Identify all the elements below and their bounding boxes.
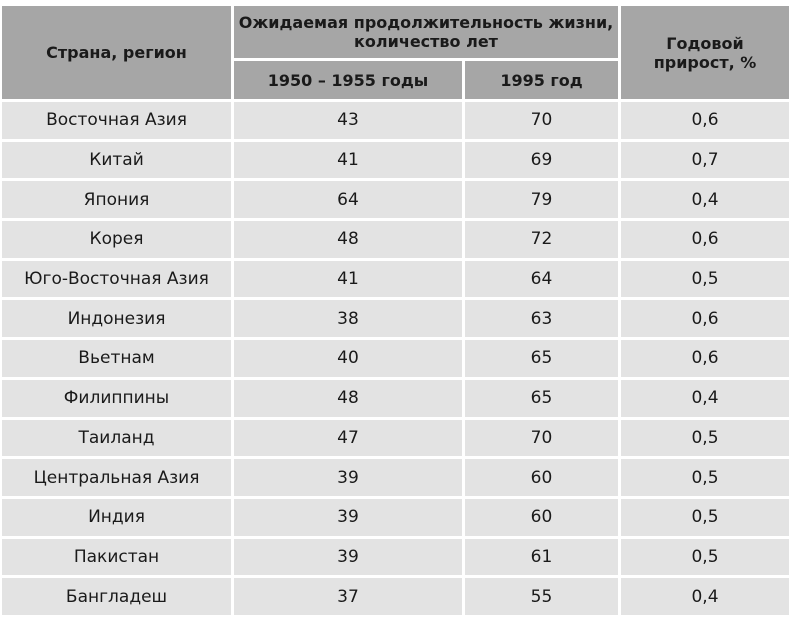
cell-life-1995: 65 <box>465 340 618 377</box>
cell-life-1995: 79 <box>465 181 618 218</box>
cell-life-1950-1955: 40 <box>234 340 462 377</box>
cell-country: Восточная Азия <box>2 102 231 139</box>
header-period-1950-1955: 1950 – 1955 годы <box>234 61 462 99</box>
cell-annual-growth: 0,6 <box>621 300 789 337</box>
cell-country: Индия <box>2 499 231 536</box>
table-row <box>2 499 789 536</box>
table-row <box>2 380 789 417</box>
cell-country: Вьетнам <box>2 340 231 377</box>
cell-country: Филиппины <box>2 380 231 417</box>
cell-country: Индонезия <box>2 300 231 337</box>
cell-life-1950-1955: 39 <box>234 539 462 576</box>
cell-annual-growth: 0,5 <box>621 261 789 298</box>
table-row <box>2 261 789 298</box>
cell-life-1950-1955: 48 <box>234 221 462 258</box>
cell-life-1995: 69 <box>465 142 618 179</box>
table-row <box>2 459 789 496</box>
cell-annual-growth: 0,6 <box>621 221 789 258</box>
header-annual-growth: Годовой прирост, % <box>621 6 789 99</box>
cell-annual-growth: 0,5 <box>621 539 789 576</box>
table-row <box>2 578 789 615</box>
table-row <box>2 102 789 139</box>
cell-life-1995: 65 <box>465 380 618 417</box>
cell-life-1995: 55 <box>465 578 618 615</box>
cell-annual-growth: 0,7 <box>621 142 789 179</box>
table-row <box>2 221 789 258</box>
cell-country: Китай <box>2 142 231 179</box>
cell-life-1995: 60 <box>465 499 618 536</box>
cell-life-1995: 70 <box>465 102 618 139</box>
cell-annual-growth: 0,4 <box>621 578 789 615</box>
cell-life-1950-1955: 47 <box>234 420 462 457</box>
table-row <box>2 300 789 337</box>
cell-life-1950-1955: 38 <box>234 300 462 337</box>
table-header <box>2 6 789 99</box>
cell-annual-growth: 0,4 <box>621 181 789 218</box>
cell-annual-growth: 0,5 <box>621 499 789 536</box>
header-life-expectancy: Ожидаемая продолжительность жизни, количество лет <box>234 6 618 58</box>
cell-life-1950-1955: 39 <box>234 459 462 496</box>
cell-life-1995: 61 <box>465 539 618 576</box>
table-row <box>2 340 789 377</box>
table-row <box>2 539 789 576</box>
cell-annual-growth: 0,4 <box>621 380 789 417</box>
cell-country: Юго-Восточная Азия <box>2 261 231 298</box>
cell-country: Центральная Азия <box>2 459 231 496</box>
cell-country: Бангладеш <box>2 578 231 615</box>
cell-country: Корея <box>2 221 231 258</box>
cell-annual-growth: 0,5 <box>621 420 789 457</box>
cell-life-1950-1955: 43 <box>234 102 462 139</box>
cell-life-1950-1955: 64 <box>234 181 462 218</box>
header-period-1995: 1995 год <box>465 61 618 99</box>
cell-life-1995: 60 <box>465 459 618 496</box>
cell-life-1995: 63 <box>465 300 618 337</box>
cell-country: Таиланд <box>2 420 231 457</box>
cell-annual-growth: 0,6 <box>621 102 789 139</box>
header-row-top <box>2 6 789 58</box>
cell-life-1995: 64 <box>465 261 618 298</box>
cell-life-1950-1955: 41 <box>234 261 462 298</box>
cell-country: Япония <box>2 181 231 218</box>
table-row <box>2 142 789 179</box>
table-body <box>2 102 789 615</box>
cell-life-1950-1955: 48 <box>234 380 462 417</box>
cell-country: Пакистан <box>2 539 231 576</box>
table-row <box>2 420 789 457</box>
cell-life-1950-1955: 39 <box>234 499 462 536</box>
cell-life-1950-1955: 37 <box>234 578 462 615</box>
cell-annual-growth: 0,6 <box>621 340 789 377</box>
table-row <box>2 181 789 218</box>
cell-annual-growth: 0,5 <box>621 459 789 496</box>
life-expectancy-table <box>0 3 790 618</box>
cell-life-1995: 72 <box>465 221 618 258</box>
cell-life-1950-1955: 41 <box>234 142 462 179</box>
header-country: Страна, регион <box>2 6 231 99</box>
cell-life-1995: 70 <box>465 420 618 457</box>
